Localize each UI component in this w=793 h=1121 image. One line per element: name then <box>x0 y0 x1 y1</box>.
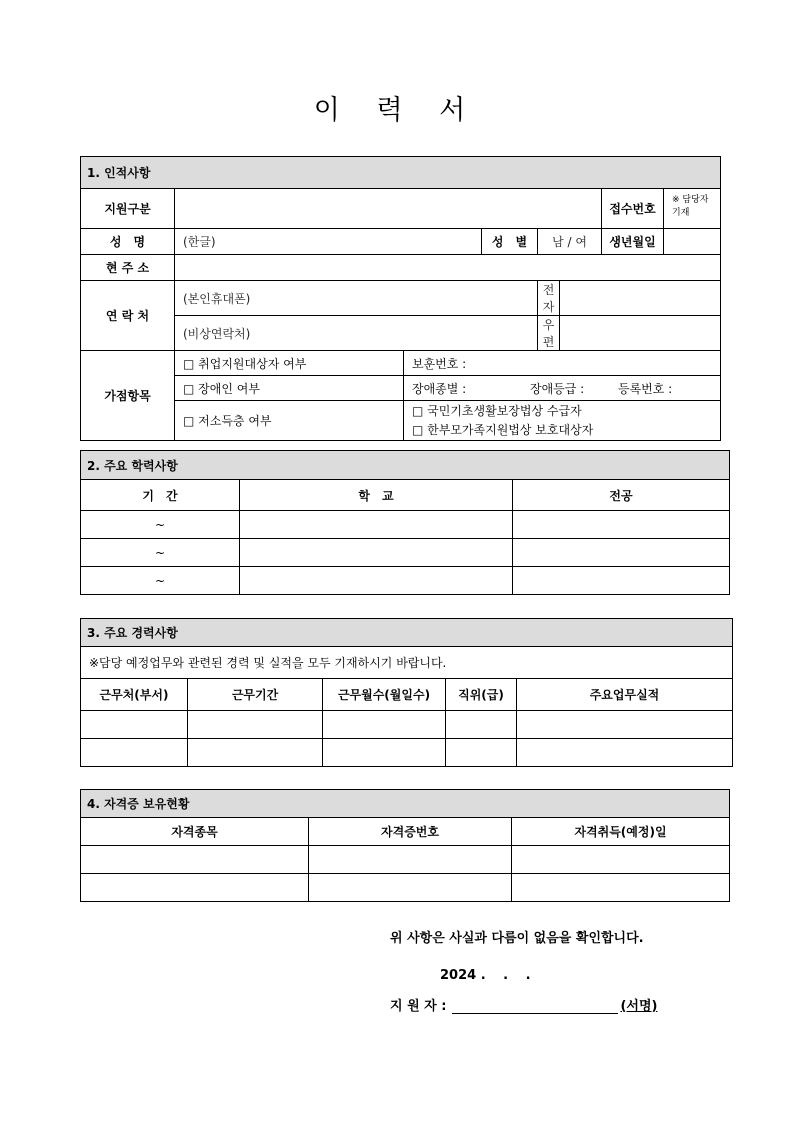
work-months-cell[interactable] <box>323 739 446 767</box>
cert-type-cell[interactable] <box>81 846 309 874</box>
work-period-cell[interactable] <box>188 739 323 767</box>
single-parent-checkbox[interactable]: □ 한부모가족지원법상 보호대상자 <box>412 422 594 437</box>
period-cell[interactable]: ~ <box>81 567 240 595</box>
low-income-options <box>404 401 721 441</box>
career-table <box>80 618 733 767</box>
table-row <box>81 567 730 595</box>
col-work-period: 근무기간 <box>188 679 323 711</box>
signature-line <box>390 995 657 1014</box>
receipt-number-label: 접수번호 <box>602 189 664 229</box>
personal-info-table <box>80 156 721 441</box>
confirmation-statement: 위 사항은 사실과 다름이 없음을 확인합니다. <box>390 931 644 946</box>
period-cell[interactable]: ~ <box>81 511 240 539</box>
work-period-cell[interactable] <box>188 711 323 739</box>
table-row <box>81 511 730 539</box>
name-label: 성 명 <box>81 229 175 255</box>
col-major: 전공 <box>513 480 730 511</box>
name-field[interactable]: (한글) <box>175 229 482 255</box>
mobile-field[interactable]: (본인휴대폰) <box>175 281 538 316</box>
basic-livelihood-checkbox[interactable]: □ 국민기초생활보장법상 수급자 <box>412 403 582 418</box>
section-education-heading: 2. 주요 학력사항 <box>81 451 730 480</box>
signature-field[interactable] <box>452 998 618 1014</box>
period-cell[interactable]: ~ <box>81 539 240 567</box>
applicant-label: 지 원 자 : <box>390 999 447 1014</box>
email-label: 전자 <box>538 281 560 316</box>
major-cell[interactable] <box>513 511 730 539</box>
veteran-number-field[interactable]: 보훈번호 : <box>404 351 721 376</box>
section-career-heading: 3. 주요 경력사항 <box>81 619 733 647</box>
col-school: 학 교 <box>240 480 513 511</box>
section-personal-heading: 1. 인적사항 <box>81 157 721 189</box>
position-cell[interactable] <box>446 739 517 767</box>
disability-details <box>404 376 721 401</box>
school-cell[interactable] <box>240 567 513 595</box>
col-period: 기 간 <box>81 480 240 511</box>
school-cell[interactable] <box>240 511 513 539</box>
cert-date-cell[interactable] <box>512 846 730 874</box>
work-months-cell[interactable] <box>323 711 446 739</box>
disability-type-label: 장애종별 : <box>412 381 467 396</box>
col-cert-date: 자격취득(예정)일 <box>512 818 730 846</box>
col-achievements: 주요업무실적 <box>517 679 733 711</box>
workplace-cell[interactable] <box>81 711 188 739</box>
cert-number-cell[interactable] <box>309 874 512 902</box>
bonus-veteran-checkbox[interactable]: □ 취업지원대상자 여부 <box>175 351 404 376</box>
school-cell[interactable] <box>240 539 513 567</box>
birthdate-label: 생년월일 <box>602 229 664 255</box>
apply-type-label: 지원구분 <box>81 189 175 229</box>
col-cert-number: 자격증번호 <box>309 818 512 846</box>
post-field[interactable] <box>560 316 721 351</box>
page-title: 이 력 서 <box>313 95 480 126</box>
registration-number-label: 등록번호 : <box>618 381 673 396</box>
table-row <box>81 711 733 739</box>
disability-grade-label: 장애등급 : <box>530 381 585 396</box>
table-row <box>81 739 733 767</box>
achievements-cell[interactable] <box>517 739 733 767</box>
section-certificate-heading: 4. 자격증 보유현황 <box>81 790 730 818</box>
education-table <box>80 450 730 595</box>
address-field[interactable] <box>175 255 721 281</box>
col-workplace: 근무처(부서) <box>81 679 188 711</box>
col-cert-type: 자격종목 <box>81 818 309 846</box>
achievements-cell[interactable] <box>517 711 733 739</box>
birthdate-field[interactable] <box>664 229 721 255</box>
major-cell[interactable] <box>513 567 730 595</box>
position-cell[interactable] <box>446 711 517 739</box>
cert-number-cell[interactable] <box>309 846 512 874</box>
bonus-disability-checkbox[interactable]: □ 장애인 여부 <box>175 376 404 401</box>
bonus-low-income-checkbox[interactable]: □ 저소득층 여부 <box>175 401 404 441</box>
date-line[interactable]: 2024 . . . <box>440 968 531 983</box>
post-label: 우편 <box>538 316 560 351</box>
table-row <box>81 846 730 874</box>
apply-type-field[interactable] <box>175 189 602 229</box>
staff-note: ※ 담당자 기재 <box>664 189 721 229</box>
career-note: ※담당 예정업무와 관련된 경력 및 실적을 모두 기재하시기 바랍니다. <box>81 647 733 679</box>
sign-label: (서명) <box>620 999 658 1014</box>
cert-date-cell[interactable] <box>512 874 730 902</box>
gender-field[interactable]: 남 / 여 <box>538 229 602 255</box>
table-row <box>81 874 730 902</box>
address-label: 현 주 소 <box>81 255 175 281</box>
major-cell[interactable] <box>513 539 730 567</box>
gender-label: 성 별 <box>482 229 538 255</box>
alt-contact-field[interactable]: (비상연락처) <box>175 316 538 351</box>
certificate-table <box>80 789 730 902</box>
contact-label: 연 락 처 <box>81 281 175 351</box>
table-row <box>81 539 730 567</box>
col-position: 직위(급) <box>446 679 517 711</box>
cert-type-cell[interactable] <box>81 874 309 902</box>
col-work-months: 근무월수(월일수) <box>323 679 446 711</box>
bonus-label: 가점항목 <box>81 351 175 441</box>
email-field[interactable] <box>560 281 721 316</box>
workplace-cell[interactable] <box>81 739 188 767</box>
